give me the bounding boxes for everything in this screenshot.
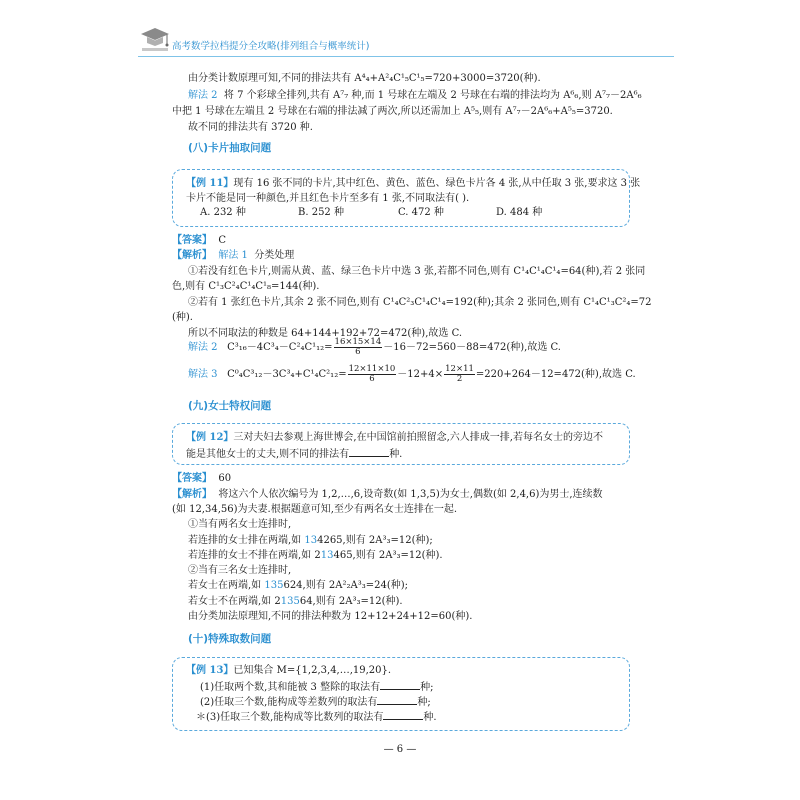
text-span: 624,则有 2A²₂A³₃=24(种); [283,580,409,591]
text-line: ①当有两名女士连排时, [188,519,292,530]
text-span: 三对夫妇去参观上海世博会,在中国馆前拍照留念,六人排成一排,若每名女士的旁边不 [233,432,603,443]
text-line: (如 12,34,56)为夫妻.根据题意可知,至少有两名女士连排在一起. [172,504,458,515]
section-title: (九)女士特权问题 [188,400,272,412]
example-label: 【例 13】 [186,665,234,676]
option-a: A. 232 种 [200,207,246,218]
text-span: －12+4× [397,369,444,380]
highlight-digits: 13 [320,550,334,561]
solution-3-line [188,364,636,386]
text-span: 若女士在两端,如 [188,580,265,591]
text-line [188,579,408,592]
section-title: (八)卡片抽取问题 [188,142,272,154]
text-line: ②当有三名女士连排时, [188,565,292,576]
highlight-digits: 135 [264,580,284,591]
example-line: 卡片不能是同一种颜色,并且红色卡片至多有 1 张,不同取法有( ). [186,193,470,204]
text-line: (种). [172,312,193,323]
text-line [188,89,642,102]
text-line [188,595,403,608]
example-label: 【例 12】 [186,432,234,443]
answer-tag: 【答案】 [172,235,212,246]
text-span: C⁰₄C³₁₂－3C³₄+C¹₄C²₁₂= [227,369,347,380]
numerator: 12×11 [445,364,474,374]
analysis-line [172,488,603,501]
header-title: 高考数学拉档提分全攻略(排列组合与概率统计) [172,41,370,52]
header-divider [138,56,674,57]
text-line: 所以不同取法的种数是 64+144+192+72=472(种),故选 C. [188,328,463,339]
question-line [200,679,433,694]
fraction [444,365,475,384]
solution-2-line [188,337,561,359]
page-number: — 6 — [383,744,417,755]
solution-tag: 解法 2 [188,90,218,101]
denominator: 6 [355,347,361,357]
highlight-digits: 13 [304,535,318,546]
option-c: C. 472 种 [398,207,444,218]
text-span: 将这六个人依次编号为 1,2,…,6,设奇数(如 1,3,5)为女士,偶数(如 2,4,6)为男士,连续数 [218,489,603,500]
text-span: (2)任取三个数,能构成等差数列的取法有 [200,697,378,708]
text-span: －16－72=560－88=472(种),故选 C. [383,342,561,353]
text-span: =220+264－12=472(种),故选 C. [475,369,636,380]
option-b: B. 252 种 [298,207,344,218]
answer-tag: 【答案】 [172,473,212,484]
text-span: 若女士不在两端,如 2 [188,596,281,607]
numerator: 12×11×10 [348,364,396,374]
text-span: 种; [417,697,431,708]
solution-tag: 解法 2 [188,342,218,353]
analysis-line [172,249,294,262]
answer-line [172,472,231,485]
text-span: 已知集合 M={1,2,3,4,…,19,20}. [233,665,392,676]
text-line: ②若有 1 张红色卡片,其余 2 张不同色,则有 C¹₄C²₃C¹₄C¹₄=192(种);其余 2 张同色,则有 C¹₄C¹₃C²₄=72 [188,297,652,308]
example-line [186,664,391,677]
analysis-tag: 【解析】 [172,489,212,500]
text-span: 分类处理 [254,250,295,261]
text-line: 中把 1 号球在左端且 2 号球在右端的排法减了两次,所以还需加上 A⁵₅,则有 A⁷₇－2A⁶₆+A⁵₅=3720. [172,106,613,117]
text-span: 种. [389,449,403,460]
text-span: 64,则有 2A³₃=12(种). [299,596,403,607]
analysis-tag: 【解析】 [172,250,212,261]
text-line: 故不同的排法共有 3720 种. [188,122,313,133]
text-line: 由分类计数原理可知,不同的排法共有 A⁴₄+A²₄C¹₅C¹₅=720+3000=3720(种). [188,73,541,84]
text-span: 4265,则有 2A³₃=12(种); [317,535,433,546]
solution-tag: 解法 1 [218,250,248,261]
answer-blank [380,679,420,690]
example-label: 【例 11】 [186,178,234,189]
answer-blank [383,709,423,720]
fraction [334,338,383,357]
text-line [188,549,443,562]
answer-blank [377,694,417,705]
text-span: 若连排的女士不排在两端,如 2 [188,550,321,561]
text-line [188,534,433,547]
text-span: C³₁₆－4C³₄－C²₄C¹₁₂= [227,342,333,353]
question-line [200,694,431,709]
example-line [186,446,402,461]
answer-blank [349,446,389,457]
fraction [348,365,397,384]
option-d: D. 484 种 [496,207,543,218]
text-line: ①若没有红色卡片,则需从黄、蓝、绿三色卡片中选 3 张,若都不同色,则有 C¹₄C¹₄C¹₄=64(种),若 2 张同 [188,266,646,277]
text-line: 色,则有 C¹₃C²₄C¹₄C¹₈=144(种). [172,281,320,292]
text-span: 若连排的女士排在两端,如 [188,535,305,546]
text-span: 种; [420,682,434,693]
example-line [186,177,640,190]
text-span: 将 7 个彩球全排列,共有 A⁷₇ 种,而 1 号球在左端及 2 号球在右端的排法均为 A⁶₆,则 A⁷₇－2A⁶₆ [223,90,642,101]
text-line: 由分类加法原理知,不同的排法种数为 12+12+24+12=60(种). [188,611,473,622]
mortarboard-logo-icon [138,24,172,54]
section-title: (十)特殊取数问题 [188,633,272,645]
text-span: 现有 16 张不同的卡片,其中红色、黄色、蓝色、绿色卡片各 4 张,从中任取 3 张,要求这 3 张 [233,178,641,189]
numerator: 16×15×14 [334,337,382,347]
text-span: 种. [423,712,437,723]
solution-tag: 解法 3 [188,369,218,380]
highlight-digits: 135 [280,596,300,607]
text-span: (1)任取两个数,其和能被 3 整除的取法有 [200,682,381,693]
answer-value: 60 [218,473,232,484]
denominator: 6 [369,374,375,384]
text-span: ＊(3)任取三个数,能构成等比数列的取法有 [196,712,384,723]
example-line [186,431,603,444]
answer-value: C [218,235,227,246]
question-line [196,709,437,724]
text-span: 465,则有 2A³₃=12(种). [333,550,443,561]
denominator: 2 [456,374,463,384]
text-span: 能是其他女士的丈夫,则不同的排法有 [186,449,350,460]
answer-line [172,234,226,247]
